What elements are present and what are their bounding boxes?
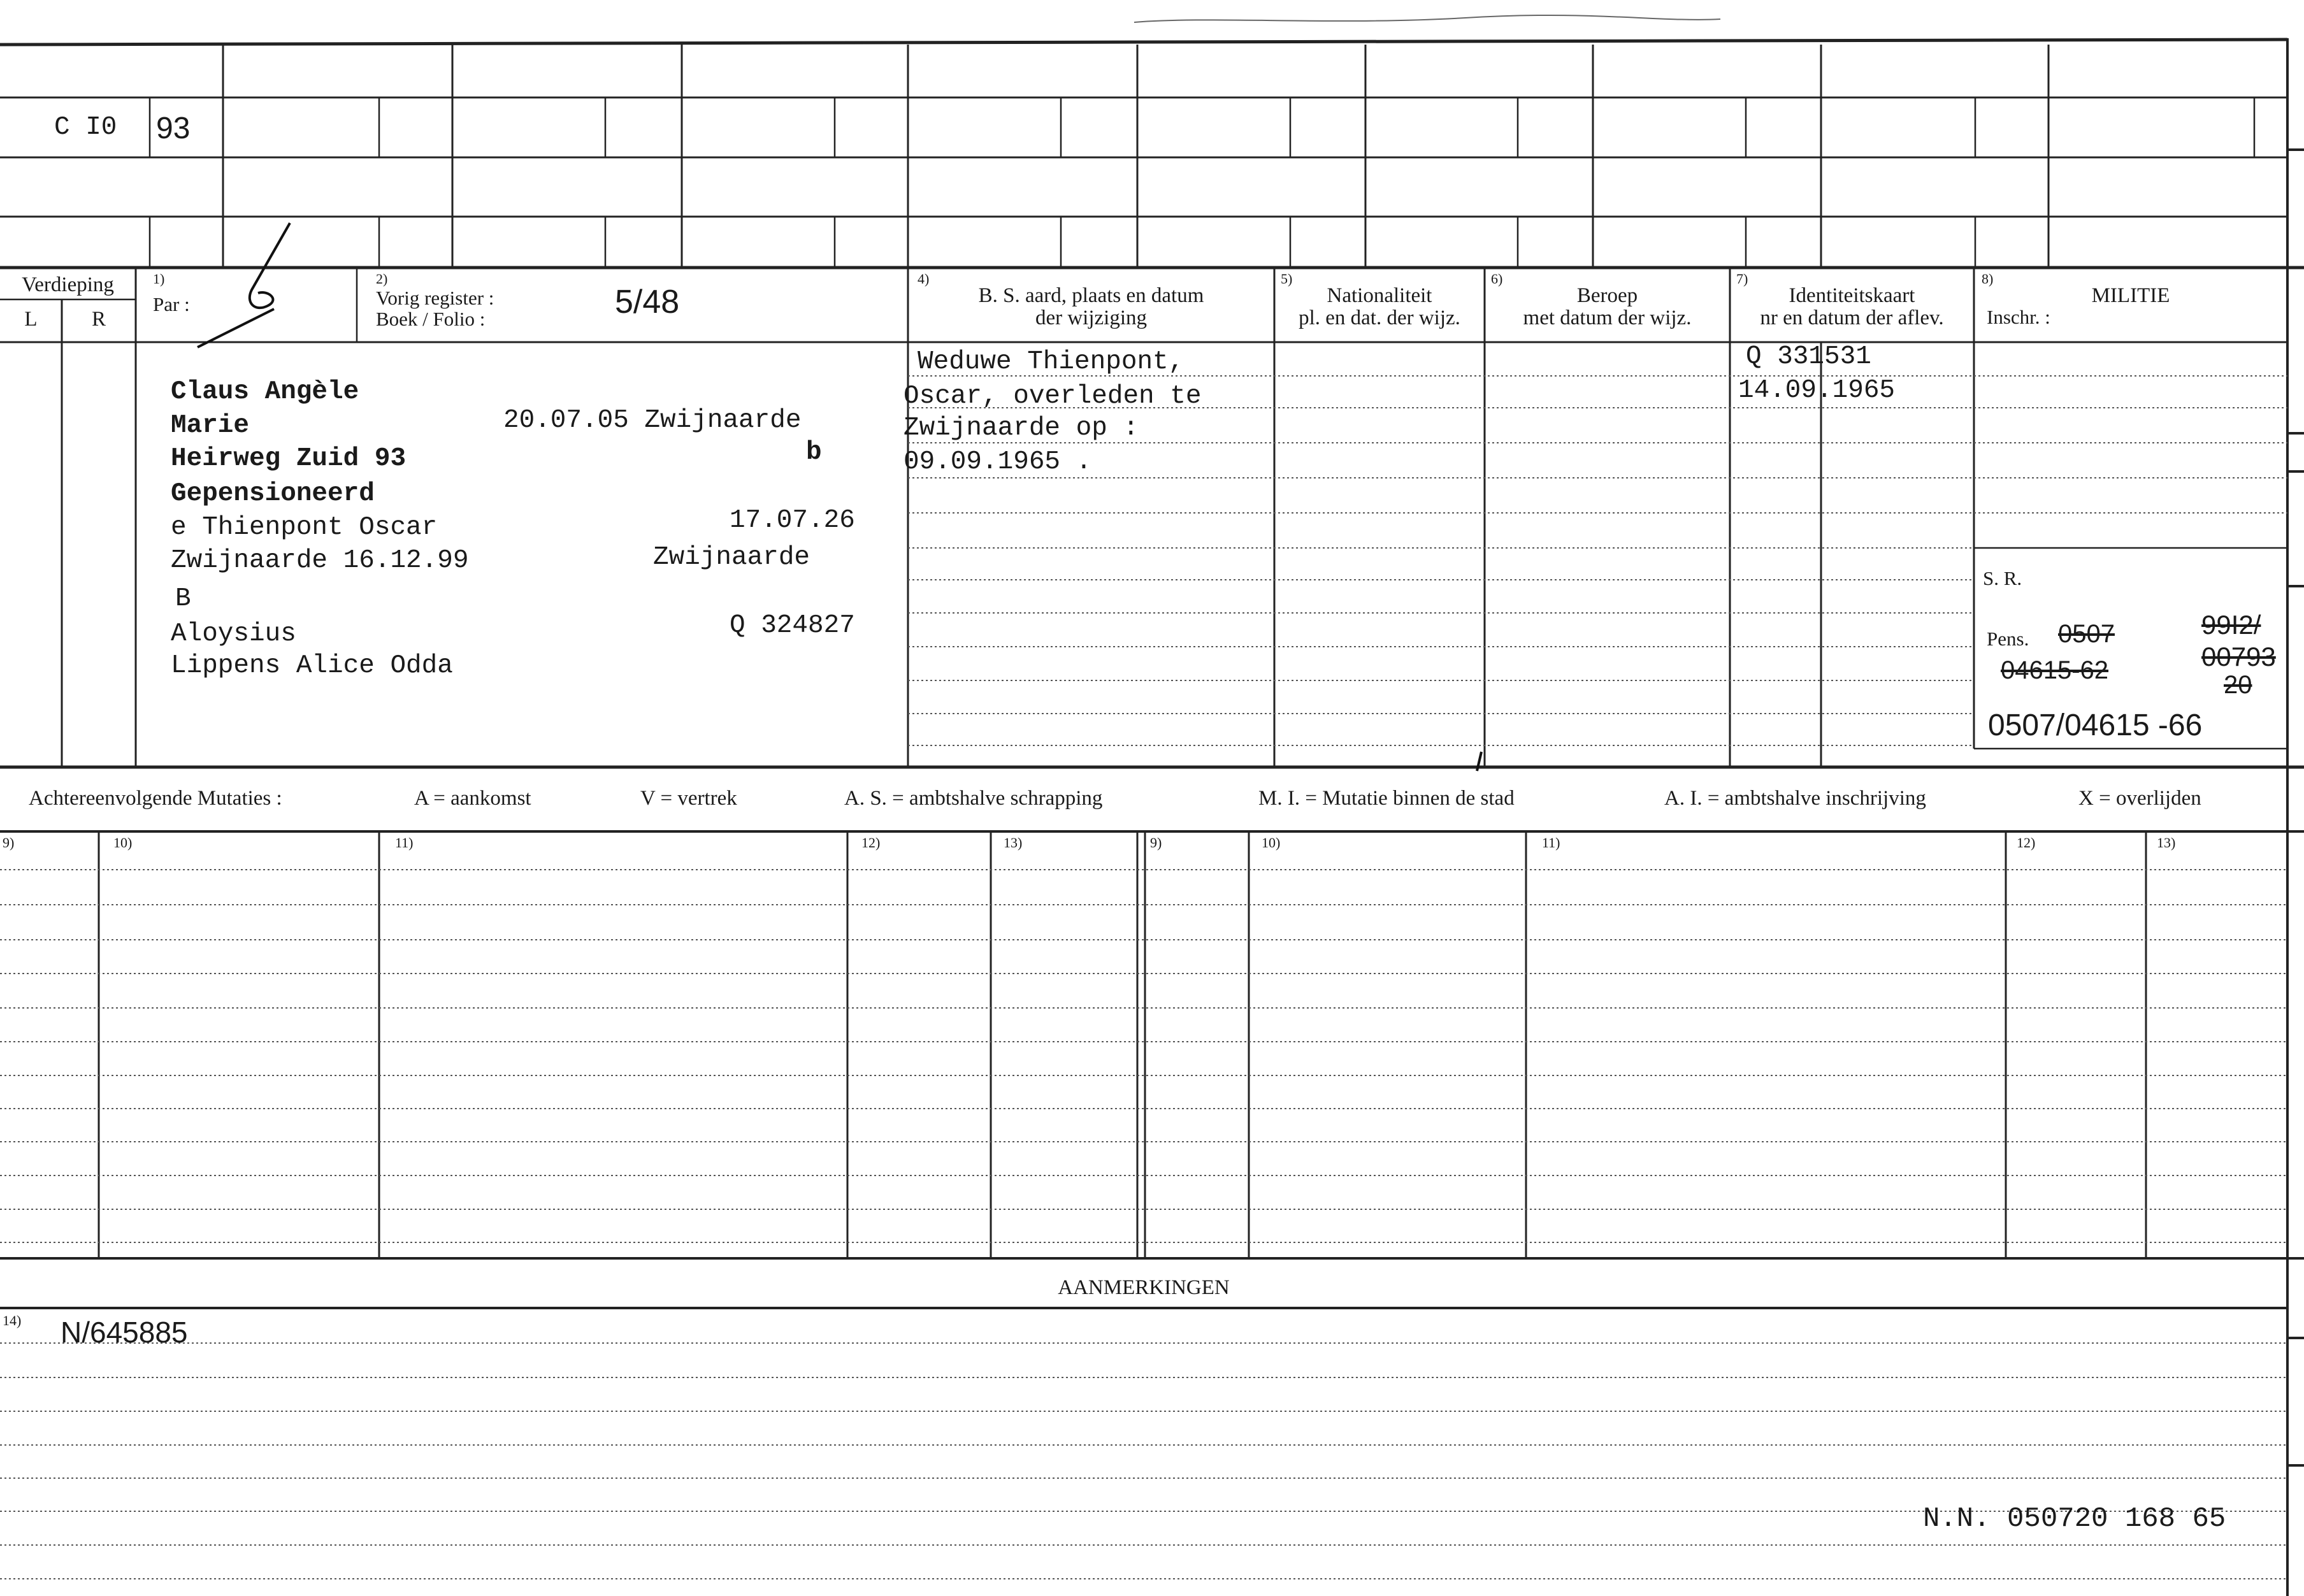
pens-label: Pens. — [1987, 628, 2029, 650]
spouse-date: 17.07.26 — [730, 506, 855, 535]
pens-struck-3: 99I2/ — [2201, 610, 2261, 640]
col5-number: 5) — [1281, 271, 1293, 287]
col6-number: 6) — [1491, 271, 1503, 287]
person-letter: B — [175, 584, 191, 614]
col5-label: Nationaliteit — [1327, 284, 1432, 307]
legend-death: X = overlijden — [2078, 787, 2201, 810]
person-mother: Lippens Alice Odda — [171, 651, 453, 680]
civil-status-line-4: 09.09.1965 . — [904, 447, 1092, 477]
legend-internal-mutation: M. I. = Mutatie binnen de stad — [1258, 787, 1515, 810]
mut-col-10-a: 10) — [113, 835, 133, 851]
person-spouse: e Thienpont Oscar — [171, 513, 438, 542]
pens-struck-4: 00793 — [2201, 642, 2276, 672]
mut-col-13-b: 13) — [2157, 835, 2176, 851]
sr-label: S. R. — [1983, 567, 2022, 589]
mut-col-13-a: 13) — [1004, 835, 1023, 851]
col4-number: 4) — [918, 271, 930, 287]
right-header: R — [91, 308, 106, 331]
legend-departure: V = vertrek — [640, 787, 737, 810]
mut-col-12-a: 12) — [861, 835, 881, 851]
militia-header: MILITIE — [2091, 284, 2170, 307]
col2-number: 2) — [376, 271, 388, 287]
left-header: L — [24, 308, 38, 331]
col1-number: 1) — [153, 271, 165, 287]
marriage-place: Zwijnaarde — [653, 543, 810, 572]
person-address: Heirweg Zuid 93 — [171, 444, 407, 473]
pens-struck-1: 0507 — [2058, 620, 2115, 648]
col7-label-2: nr en datum der aflev. — [1760, 306, 1944, 329]
remarks-entry: N/645885 — [61, 1316, 188, 1349]
remarks-title: AANMERKINGEN — [1058, 1276, 1230, 1299]
mut-col-9-b: 9) — [1150, 835, 1162, 851]
mut-col-12-b: 12) — [2017, 835, 2036, 851]
col2-label-previous-register: Vorig register : — [376, 287, 494, 309]
reference-number: 93 — [156, 111, 191, 145]
col7-label: Identiteitskaart — [1789, 284, 1915, 307]
col6-label: Beroep — [1576, 284, 1638, 307]
person-birth: 20.07.05 Zwijnaarde — [503, 406, 802, 435]
mut-col-10-b: 10) — [1262, 835, 1281, 851]
legend-ex-officio-registration: A. I. = ambtshalve inschrijving — [1664, 787, 1926, 810]
person-occupation: Gepensioneerd — [171, 479, 375, 508]
national-number: N.N. 050720 168 65 — [1923, 1503, 2226, 1535]
pens-struck-2: 04615-62 — [2001, 656, 2109, 684]
person-name: Claus Angèle — [171, 377, 359, 406]
identity-card-date: 14.09.1965 — [1738, 376, 1896, 405]
mutations-legend-title: Achtereenvolgende Mutaties : — [29, 787, 282, 810]
remarks-number: 14) — [3, 1312, 22, 1328]
reference-code: C I0 — [54, 113, 117, 142]
militia-inschr-label: Inschr. : — [1987, 306, 2050, 328]
col6-label-2: met datum der wijz. — [1523, 306, 1692, 329]
col7-number: 7) — [1736, 271, 1748, 287]
legend-ex-officio-removal: A. S. = ambtshalve schrapping — [844, 787, 1103, 810]
father-id: Q 324827 — [730, 611, 855, 640]
col2-label-book-folio: Boek / Folio : — [376, 308, 486, 330]
civil-status-line-1: Weduwe Thienpont, — [918, 347, 1184, 377]
mut-col-9-a: 9) — [3, 835, 15, 851]
previous-register-value: 5/48 — [615, 284, 680, 320]
pens-struck-5: 20 — [2224, 671, 2252, 699]
person-firstname: Marie — [171, 411, 250, 440]
col4-label-2: der wijziging — [1035, 306, 1148, 329]
spouse-birth: Zwijnaarde 16.12.99 — [171, 546, 469, 575]
address-mark: b — [806, 438, 822, 467]
person-father: Aloysius — [171, 619, 296, 649]
civil-status-line-2: Oscar, overleden te — [904, 382, 1202, 411]
floor-header: Verdieping — [22, 273, 114, 296]
pens-current: 0507/04615 -66 — [1988, 708, 2203, 742]
col4-label: B. S. aard, plaats en datum — [978, 284, 1204, 307]
civil-status-line-3: Zwijnaarde op : — [904, 413, 1139, 443]
col5-label-2: pl. en dat. der wijz. — [1299, 306, 1460, 329]
col1-label: Par : — [153, 293, 190, 315]
col8-number: 8) — [1982, 271, 1994, 287]
identity-card-number: Q 331531 — [1746, 342, 1871, 371]
legend-arrival: A = aankomst — [414, 787, 531, 810]
mut-col-11-a: 11) — [395, 835, 414, 851]
mut-col-11-b: 11) — [1542, 835, 1560, 851]
